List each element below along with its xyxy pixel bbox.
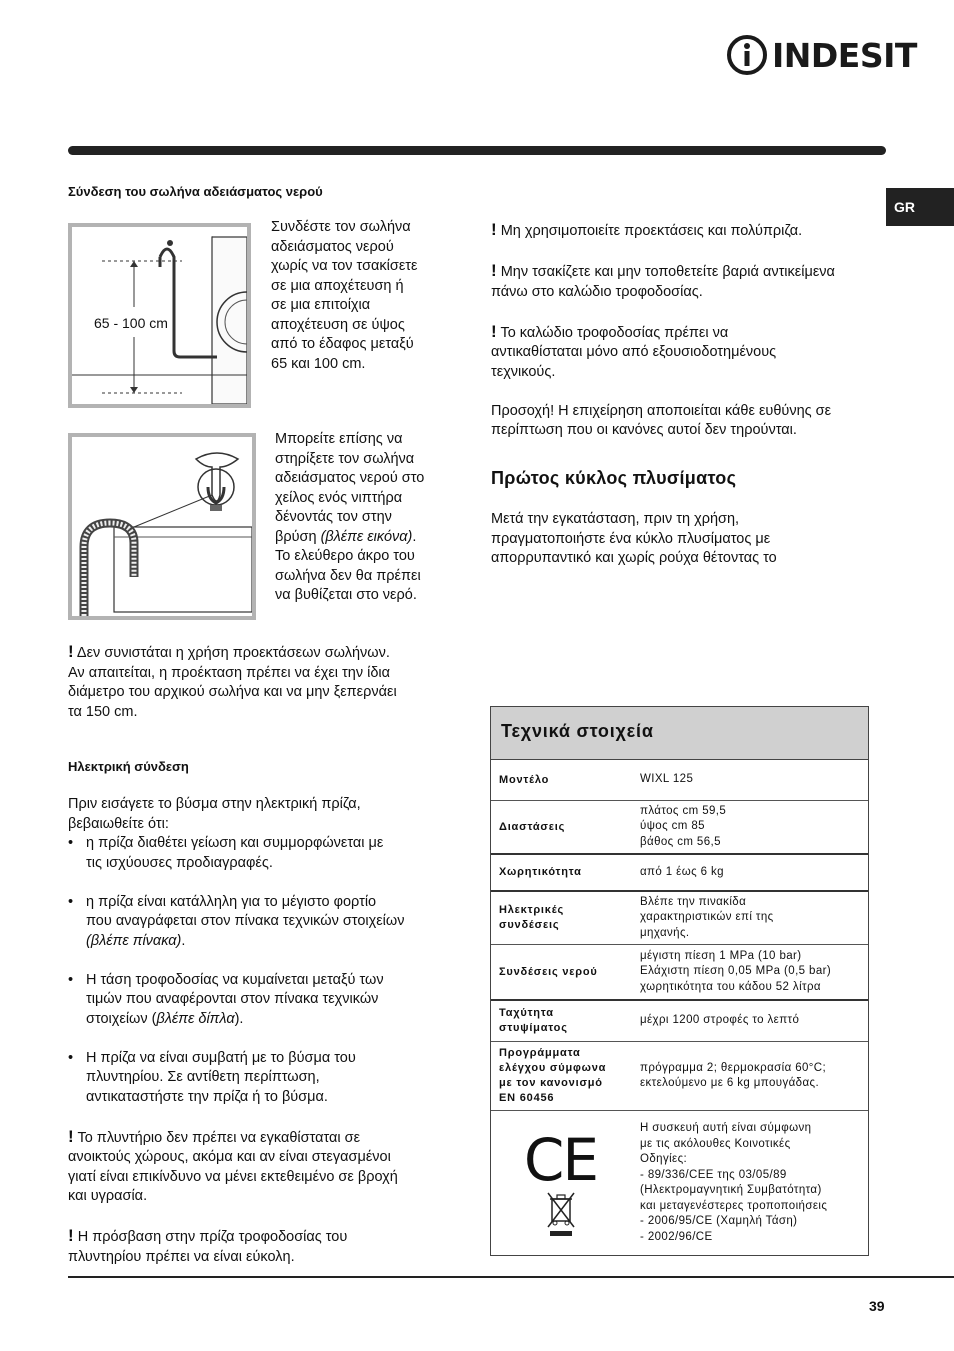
row-value <box>630 1042 868 1110</box>
drain-paragraph-2 <box>275 430 475 606</box>
drain-paragraph-1 <box>271 218 471 374</box>
value-line: - 2002/96/CE <box>640 1230 713 1243</box>
text-line: Αν απαιτείται, η προέκταση πρέπει να έχει την ίδια <box>68 664 390 681</box>
text-line: • η πρίζα διαθέτει γείωση και συμμορφώνεται με <box>86 835 384 851</box>
brand-symbol-icon <box>726 34 768 76</box>
text-line: τα 150 cm. <box>68 703 138 720</box>
row-value <box>630 760 868 800</box>
sink-hose-illustration <box>72 437 252 616</box>
drain-figure-standpipe <box>68 223 251 408</box>
label-line: Διαστάσεις <box>499 820 566 833</box>
row-label <box>491 801 630 853</box>
tech-specs-header <box>491 707 868 760</box>
drain-figure-sink <box>68 433 256 620</box>
text-line: • η πρίζα είναι κατάλληλη για το μέγιστο φορτίο <box>86 893 377 910</box>
label-line: συνδέσεις <box>499 919 560 931</box>
text-line: σωλήνα δεν θα πρέπει <box>275 567 421 584</box>
value-line: μέχρι 1200 στροφές το λεπτό <box>640 1014 800 1027</box>
text-line: αντικαθίσταται μόνο από εξουσιοδοτημένους <box>491 344 777 360</box>
drain-warning <box>68 642 458 722</box>
text-line: να βυθίζεται στο νερό. <box>275 587 417 603</box>
text-line: Μπορείτε επίσης να <box>275 431 403 447</box>
text-span: Δεν συνιστάται η χρήση προεκτάσεων σωλήνων. <box>76 645 390 661</box>
row-label <box>491 1042 630 1110</box>
text-line: ανοικτούς χώρους, ακόμα και αν είναι στεγασμένοι <box>68 1149 391 1165</box>
text-line: απορρυπαντικό και χωρίς ρούχα θέτοντας το <box>491 550 777 566</box>
tech-specs-table <box>490 706 869 1256</box>
row-label <box>491 1001 630 1041</box>
value-line: χαρακτηριστικών επί της <box>640 911 774 924</box>
text-line: Συνδέστε τον σωλήνα <box>271 219 411 235</box>
text-line: αδειάσματος νερού στο <box>275 470 425 486</box>
value-line: βάθος cm 56,5 <box>640 835 721 848</box>
row-value <box>630 801 868 853</box>
text-line: πάνω στο καλώδιο τροφοδοσίας. <box>491 283 703 300</box>
list-item <box>68 893 468 952</box>
table-row <box>491 1001 868 1042</box>
table-row <box>491 945 868 1001</box>
requirements-list <box>68 834 468 1107</box>
text-line: χωρίς να τον τσακίσετε <box>271 258 418 274</box>
table-row <box>491 855 868 892</box>
value-line: πρόγραμμα 2; θερμοκρασία 60°C; <box>640 1061 827 1074</box>
table-row-certification <box>491 1111 868 1255</box>
warning-mark: ! <box>491 261 497 280</box>
text-line <box>68 642 458 664</box>
warning-mark: ! <box>68 642 74 661</box>
label-line: Μοντέλο <box>499 773 550 786</box>
table-reference: βλέπε δίπλα <box>156 1010 235 1027</box>
text-span: ). <box>234 1010 244 1027</box>
text-line: Μετά την εγκατάσταση, πριν τη χρήση, <box>491 511 740 527</box>
electrical-section <box>68 795 468 1267</box>
row-value <box>630 1001 868 1041</box>
value-line: (Ηλεκτρομαγνητική Συμβατότητα) <box>640 1184 822 1196</box>
text-line: πλυντηρίου. Σε αντίθετη περίπτωση, <box>86 1069 320 1085</box>
electrical-heading: Ηλεκτρική σύνδεση <box>68 759 189 774</box>
text-line <box>491 261 876 283</box>
text-line: αποχέτευση σε ύψος <box>271 316 405 333</box>
page-number: 39 <box>869 1298 885 1314</box>
warning-mark: ! <box>491 220 497 239</box>
text-span: Το πλυντήριο δεν πρέπει να εγκαθίσταται σε <box>77 1129 361 1146</box>
value-line: Ελάχιστη πίεση 0,05 MPa (0,5 bar) <box>640 965 832 978</box>
value-line: Οδηγίες: <box>640 1153 688 1165</box>
value-line: Η συσκευή αυτή είναι σύμφωνη <box>640 1122 812 1134</box>
text-line: αντικαταστήστε την πρίζα ή το βύσμα. <box>86 1088 328 1105</box>
label-line: Ταχύτητα <box>499 1007 554 1019</box>
text-line: γιατί είναι επικίνδυνο να μένει εκτεθειμένο σε βροχή <box>68 1168 398 1185</box>
value-line: - 2006/95/CE (Χαμηλή Τάση) <box>640 1215 798 1227</box>
text-line <box>491 322 876 344</box>
text-line: δένοντάς τον στην <box>275 509 392 525</box>
list-item <box>68 1049 468 1108</box>
text-line: (βλέπε πίνακα). <box>86 932 186 949</box>
text-line: • Η πρίζα να είναι συμβατή με το βύσμα του <box>86 1049 356 1066</box>
text-line: από το έδαφος μεταξύ <box>271 336 414 352</box>
text-line: χείλος ενός νιπτήρα <box>275 489 403 506</box>
header-rule <box>68 146 886 155</box>
text-line: και υγρασία. <box>68 1188 148 1204</box>
row-value <box>630 945 868 999</box>
text-span: στοιχείων ( <box>86 1010 157 1027</box>
power-cord-warnings <box>491 220 876 441</box>
label-line: Ηλεκτρικές <box>499 904 565 916</box>
label-line: στυψίματος <box>499 1022 568 1034</box>
electrical-warning-1 <box>68 1127 468 1207</box>
text-line: Προσοχή! Η επιχείρηση αποποιείται κάθε ευθύνης σε <box>491 402 832 419</box>
label-line: Χωρητικότητα <box>499 866 582 878</box>
text-line: σε μια αποχέτευση ή <box>271 277 404 294</box>
text-line: πλυντηρίου πρέπει να είναι εύκολη. <box>68 1248 295 1265</box>
text-span: Το καλώδιο τροφοδοσίας πρέπει να <box>500 324 729 341</box>
text-line <box>275 528 475 548</box>
text-line: τεχνικούς. <box>491 363 556 380</box>
text-span: Μη χρησιμοποιείτε προεκτάσεις και πολύπριζα. <box>500 223 803 239</box>
ce-directives <box>630 1111 868 1255</box>
value-line: μέγιστη πίεση 1 MPa (10 bar) <box>640 949 802 962</box>
value-line: Βλέπε την πινακίδα <box>640 895 747 908</box>
height-range-label: 65 - 100 cm <box>94 315 168 331</box>
text-line <box>68 1127 468 1149</box>
text-span: . <box>412 528 417 545</box>
ce-marks <box>491 1111 630 1255</box>
row-value <box>630 855 868 890</box>
label-line: ελέγχου σύμφωνα <box>499 1062 607 1074</box>
value-line: με τις ακόλουθες Κοινοτικές <box>640 1137 791 1150</box>
warning-mark: ! <box>68 1126 74 1146</box>
drain-heading: Σύνδεση του σωλήνα αδειάσματος νερού <box>68 184 323 199</box>
table-row <box>491 801 868 855</box>
value-line: από 1 έως 6 kg <box>640 865 724 878</box>
value-line: ύψος cm 85 <box>640 820 705 833</box>
weee-bin-icon <box>544 1191 578 1237</box>
text-line <box>491 220 876 242</box>
value-line: μηχανής. <box>640 926 690 939</box>
text-line: σε μια επιτοίχια <box>271 297 371 313</box>
text-line: πραγματοποιήστε ένα κύκλο πλυσίματος με <box>491 530 771 547</box>
text-line: • Η τάση τροφοδοσίας να κυμαίνεται μεταξύ των <box>86 971 384 988</box>
text-line: τιμών που αναφέρονται στον πίνακα τεχνικών <box>86 991 379 1007</box>
warning-mark: ! <box>68 1226 74 1245</box>
label-line: EN 60456 <box>499 1092 555 1104</box>
text-line <box>68 1226 468 1248</box>
value-line: χωρητικότητα του κάδου 52 λίτρα <box>640 980 821 993</box>
value-line: εκτελούμενο με 6 kg μπουγάδας. <box>640 1077 820 1089</box>
text-line: Πριν εισάγετε το βύσμα στην ηλεκτρική πρίζα, <box>68 796 361 812</box>
text-line: διάμετρο του αρχικού σωλήνα και να μην ξεπερνάει <box>68 684 397 700</box>
text-line: βεβαιωθείτε ότι: <box>68 815 169 832</box>
electrical-warning-2 <box>68 1226 468 1267</box>
footer-rule <box>68 1276 954 1278</box>
indesit-logo <box>726 34 917 76</box>
first-cycle-text <box>491 510 876 569</box>
value-line: - 89/336/CEE της 03/05/89 <box>640 1168 787 1181</box>
first-cycle-title: Πρώτος κύκλος πλυσίματος <box>491 468 737 488</box>
row-label <box>491 892 630 944</box>
value-line: και μεταγενέστερες τροποποιήσεις <box>640 1199 828 1212</box>
tech-specs-title: Τεχνικά στοιχεία <box>501 721 654 741</box>
table-row <box>491 1042 868 1111</box>
value-line: WIXL 125 <box>640 773 694 786</box>
label-line: με τον κανονισμό <box>499 1077 603 1089</box>
text-line: αδειάσματος νερού <box>271 238 394 255</box>
ce-mark: CE <box>523 1126 598 1194</box>
figure-reference: (βλέπε εικόνα) <box>320 528 413 545</box>
text-line: που αναγράφεται στον πίνακα τεχνικών στοιχείων <box>86 913 405 929</box>
table-row <box>491 760 868 801</box>
warning-mark: ! <box>491 321 497 341</box>
label-line: Προγράμματα <box>499 1047 581 1059</box>
text-line: περίπτωση που οι κανόνες αυτοί δεν τηρούνται. <box>491 422 797 438</box>
language-tab: GR <box>886 188 954 226</box>
list-item <box>68 971 468 1030</box>
list-item <box>68 834 468 873</box>
row-label <box>491 760 630 800</box>
text-line: Το ελεύθερο άκρο του <box>275 548 415 564</box>
text-line: 65 και 100 cm. <box>271 355 366 372</box>
label-line: Συνδέσεις νερού <box>499 965 598 978</box>
table-row <box>491 892 868 945</box>
text-line: τις ισχύουσες προδιαγραφές. <box>86 854 273 871</box>
row-label <box>491 945 630 999</box>
table-reference: (βλέπε πίνακα) <box>86 932 182 949</box>
row-value <box>630 892 868 944</box>
value-line: πλάτος cm 59,5 <box>640 804 727 817</box>
text-line: στηρίξετε τον σωλήνα <box>275 450 415 467</box>
text-line <box>86 1010 468 1030</box>
brand-name: INDESIT <box>772 36 917 75</box>
row-label <box>491 855 630 890</box>
text-span: Μην τσακίζετε και μην τοποθετείτε βαριά αντικείμενα <box>500 264 835 280</box>
text-span: βρύση <box>275 528 321 545</box>
text-span: Η πρόσβαση στην πρίζα τροφοδοσίας του <box>77 1229 348 1245</box>
